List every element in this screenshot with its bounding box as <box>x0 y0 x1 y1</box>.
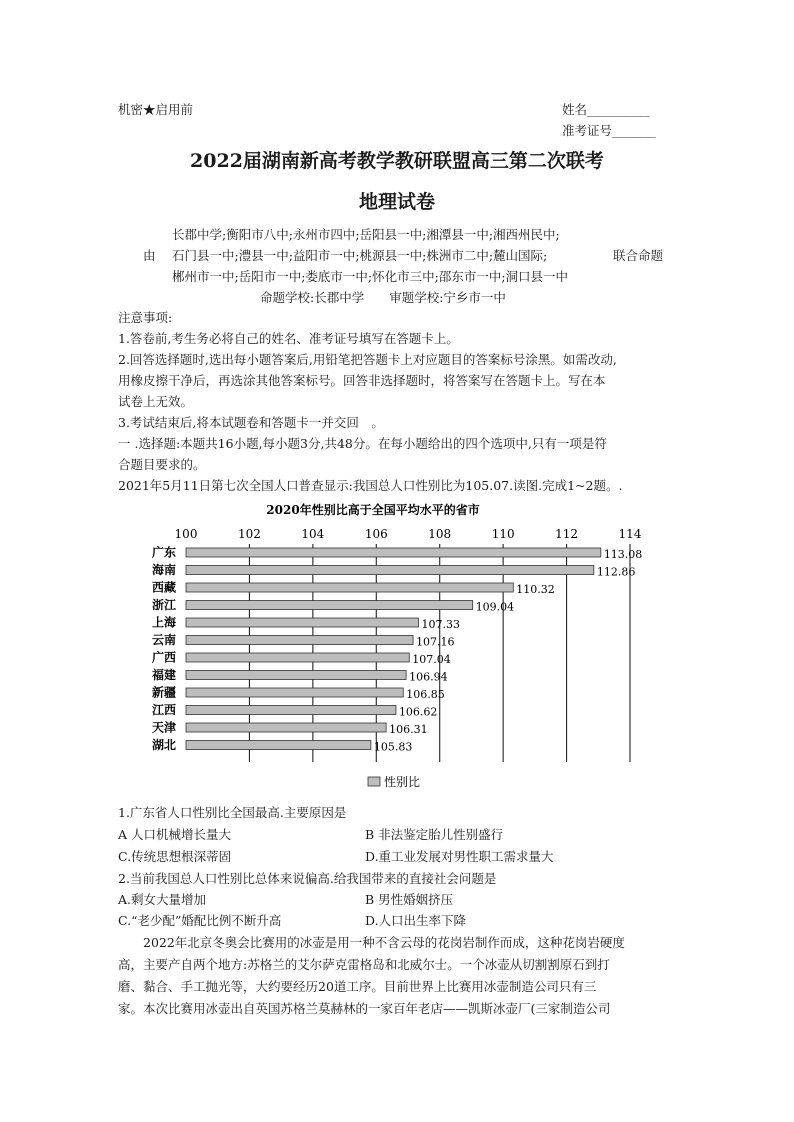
exam-title: 2022届湖南新高考教学教研联盟高三第二次联考 <box>190 150 604 172</box>
bar <box>186 741 371 750</box>
passage-line-4: 家。本次比赛用冰壶出自英国苏格兰莫赫林的一家百年老店——凯斯冰壶厂(三家制造公司 <box>118 1001 611 1016</box>
schools-line-3: 郴州市一中;岳阳市一中;娄底市一中;怀化市三中;邵东市一中;洞口县一中 <box>172 269 569 284</box>
sex-ratio-bar-chart <box>118 500 678 800</box>
x-tick-label: 100 <box>174 527 198 541</box>
schools-line-4: 命题学校:长郡中学 审题学校:宁乡市一中 <box>260 290 506 305</box>
note-2c: 试卷上无效。 <box>118 394 194 409</box>
x-tick-label: 106 <box>364 527 388 541</box>
schools-line-2: 石门县一中;澧县一中;益阳市一中;桃源县一中;株洲市二中;麓山国际; <box>172 248 548 263</box>
note-3: 3.考试结束后,将本试题卷和答题卡一并交回 。 <box>118 415 384 430</box>
bar-value-label: 107.33 <box>421 618 460 631</box>
joint-proposition-label: 联合命题 <box>613 248 664 263</box>
x-tick-label: 104 <box>301 527 325 541</box>
x-tick-label: 102 <box>237 527 261 541</box>
bar-value-label: 109.04 <box>475 600 515 614</box>
bar <box>186 723 386 732</box>
bar-value-label: 112.86 <box>596 565 636 579</box>
schools-line-1: 长郡中学;衡阳市八中;永州市四中;岳阳县一中;湘潭县一中;湘西州民中; <box>172 227 560 242</box>
q1-option-b: B 非法鉴定胎儿性别盛行 <box>365 827 504 842</box>
notes-heading: 注意事项: <box>118 310 173 325</box>
q2-option-b: B 男性婚姻挤压 <box>365 892 454 907</box>
category-label: 福建 <box>151 668 176 682</box>
bar-value-label: 106.31 <box>389 723 428 736</box>
bar <box>186 671 406 680</box>
bar <box>186 583 513 592</box>
bar-value-label: 113.08 <box>603 548 643 561</box>
section-1-line-1: 一 .选择题:本题共16小题,每小题3分,共48分。在每小题给出的四个选项中,只有一项是符 <box>118 436 607 451</box>
q2-stem: 2.当前我国总人口性别比总体来说偏高.给我国带来的直接社会问题是 <box>118 871 497 886</box>
x-tick-label: 110 <box>491 527 515 541</box>
x-tick-label: 114 <box>618 527 642 541</box>
x-tick-label: 112 <box>555 527 579 541</box>
note-2b: 用橡皮擦干净后，再选涂其他答案标号。回答非选择题时，将答案写在答题卡上。写在本 <box>118 373 606 388</box>
bar-value-label: 106.85 <box>406 688 445 701</box>
category-label: 江西 <box>151 703 176 717</box>
legend-label: 性别比 <box>384 775 421 789</box>
note-2a: 2.回答选择题时,选出每小题答案后,用铅笔把答题卡上对应题目的答案标号涂黑。如需改动, <box>118 352 617 367</box>
bar <box>186 548 601 557</box>
q1-option-a: A 人口机械增长量大 <box>118 827 232 842</box>
category-label: 湖北 <box>151 738 176 752</box>
exam-id-field-label: 准考证号_______ <box>562 123 656 138</box>
chart-intro: 2021年5月11日第七次全国人口普查显示:我国总人口性别比为105.07.读图.完成1~2题。. <box>118 478 623 493</box>
schools-by-label: 由 <box>143 248 156 263</box>
note-1: 1.答卷前,考生务必将自己的姓名、准考证号填写在答题卡上。 <box>118 331 459 346</box>
category-label: 西藏 <box>151 580 176 595</box>
bar-value-label: 105.83 <box>373 740 413 754</box>
name-field-label: 姓名__________ <box>562 102 650 117</box>
category-label: 广东 <box>151 545 176 560</box>
bar-value-label: 106.94 <box>409 670 448 684</box>
bar-value-label: 107.04 <box>412 653 451 666</box>
legend-swatch <box>368 777 380 786</box>
category-label: 新疆 <box>151 685 176 700</box>
bar <box>186 688 403 697</box>
category-label: 上海 <box>151 615 176 630</box>
bar <box>186 618 418 627</box>
q1-option-d: D.重工业发展对男性职工需求量大 <box>365 849 554 864</box>
category-label: 云南 <box>151 633 176 647</box>
bar <box>186 601 473 610</box>
confidential-label: 机密★启用前 <box>118 102 194 117</box>
passage-line-3: 磨、黏合、手工抛光等，大约要经历20道工序。目前世界上比赛用冰壶制造公司只有三 <box>118 979 597 994</box>
passage-line-1: 2022年北京冬奥会比赛用的冰壶是用一种不含云母的花岗岩制作而成，这种花岗岩硬度 <box>143 935 625 950</box>
bar <box>186 706 396 715</box>
bar-value-label: 106.62 <box>398 705 438 719</box>
bar-value-label: 110.32 <box>516 583 555 596</box>
category-label: 浙江 <box>151 598 176 612</box>
q2-option-d: D.人口出生率下降 <box>365 913 467 928</box>
category-label: 海南 <box>151 563 176 577</box>
subject-title: 地理试卷 <box>358 191 435 213</box>
chart-title: 2020年性别比高于全国平均水平的省市 <box>266 503 480 517</box>
q2-option-c: C.“老少配”婚配比例不断升高 <box>118 913 282 928</box>
q1-stem: 1.广东省人口性别比全国最高.主要原因是 <box>118 805 347 820</box>
category-label: 广西 <box>151 650 176 665</box>
section-1-line-2: 合题目要求的。 <box>118 457 206 472</box>
bar <box>186 566 594 575</box>
bar <box>186 653 409 662</box>
passage-line-2: 高，主要产自两个地方:苏格兰的艾尔萨克雷格岛和北威尔士。一个冰壶从切割割原石到打 <box>118 957 610 972</box>
q2-option-a: A.剩女大量增加 <box>118 892 207 907</box>
q1-option-c: C.传统思想根深蒂固 <box>118 849 232 864</box>
x-tick-label: 108 <box>428 527 452 541</box>
category-label: 天津 <box>151 720 176 735</box>
bar <box>186 636 413 645</box>
bar-value-label: 107.16 <box>416 635 455 649</box>
